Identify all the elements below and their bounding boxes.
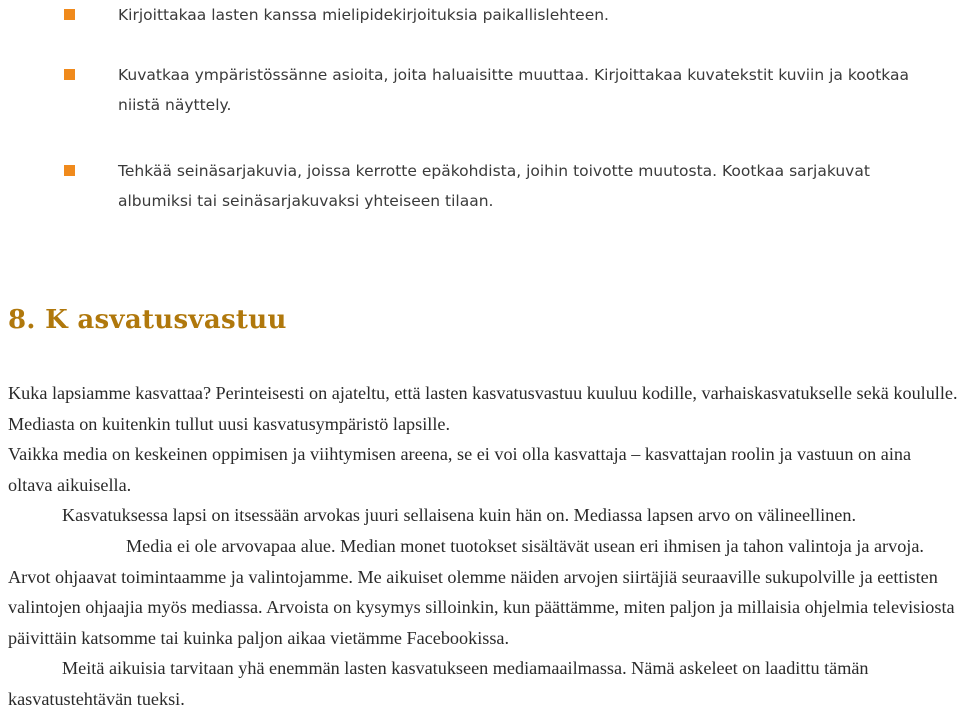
section-body: [8, 378, 958, 715]
list-item-text: Tehkää seinäsarjakuvia, joissa kerrotte epäkohdista, joihin toivotte muutosta. Kootkaa sarjakuvat albumiksi tai seinäsarjakuvaksi yhteiseen tilaan.: [118, 162, 870, 210]
paragraph: Meitä aikuisia tarvitaan yhä enemmän lasten kasvatukseen mediamaailmassa. Nämä askeleet on laadittu tämän kasvatustehtävän tueksi.: [8, 658, 869, 709]
paragraph-text: Media ei ole arvovapaa alue. Median monet tuotokset sisältävät usean eri ihmisen ja tahon valintoja ja arvoja. Arvot ohjaavat toimintaamme ja valintojamme. Me aikuiset olemme näiden arvojen siirtäjiä seuraaville sukupolville ja eettisten valintojen ohjaajia myös mediassa. Arvoista on kysymys silloinkin, kun päättämme, miten paljon ja millaisia ohjelmia televisiosta päivittäin katsomme tai kuinka paljon aikaa vietämme Facebookissa.: [8, 535, 955, 648]
list-item: [68, 0, 948, 30]
paragraph: Kasvatuksessa lapsi on itsessään arvokas juuri sellaisena kuin hän on. Mediassa lapsen arvo on välineellinen.: [62, 505, 856, 526]
orange-square-bullet-icon: [64, 9, 75, 20]
orange-square-bullet-icon: [64, 165, 75, 176]
orange-square-bullet-icon: [64, 69, 75, 80]
paragraph: Kuka lapsiamme kasvattaa? Perinteisesti on ajateltu, että lasten kasvatusvastuu kuuluu kodille, varhaiskasvatukselle sekä koululle. Mediasta on kuitenkin tullut uusi kasvatusympäristö lapsille.: [8, 383, 958, 434]
paragraph: Vaikka media on keskeinen oppimisen ja viihtymisen areena, se ei voi olla kasvattaja – kasvattajan roolin ja vastuun on aina oltava aikuisella.: [8, 444, 912, 495]
section-heading: 8. K asvatusvastuu: [8, 305, 287, 335]
list-item: [68, 60, 948, 120]
list-item-text: Kirjoittakaa lasten kanssa mielipidekirjoituksia paikallislehteen.: [118, 6, 609, 24]
paragraph: [8, 531, 958, 653]
list-item-text: Kuvatkaa ympäristössänne asioita, joita haluaisitte muuttaa. Kirjoittakaa kuvatekstit kuviin ja kootkaa niistä näyttely.: [118, 66, 910, 114]
list-item: [68, 156, 948, 216]
